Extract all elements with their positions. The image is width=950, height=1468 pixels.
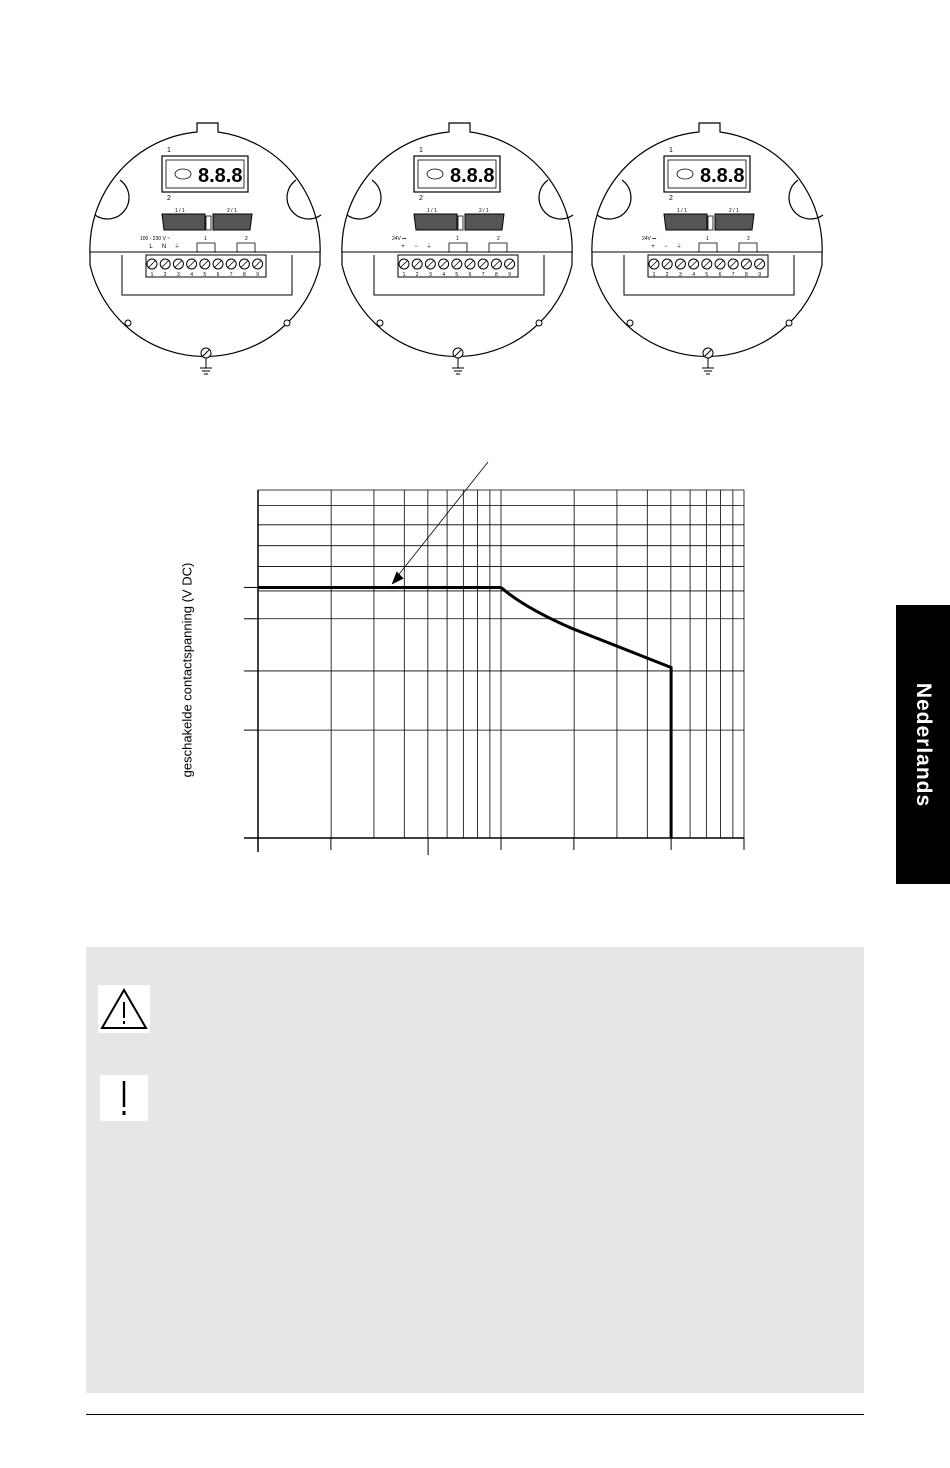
terminal-number: 5 — [455, 272, 459, 278]
button-1-label: 1 / 1 — [677, 208, 687, 214]
terminal-number: 2 — [665, 272, 669, 278]
language-tab-label: Nederlands — [912, 682, 935, 807]
mounting-hole-right — [284, 320, 290, 326]
display-top-number: 1 — [669, 147, 673, 154]
mounting-hole-left — [627, 320, 633, 326]
display-bottom-number: 2 — [669, 195, 673, 202]
warning-triangle-icon — [98, 985, 150, 1033]
terminal-number: 4 — [190, 272, 193, 278]
terminal-number: 7 — [229, 272, 233, 278]
button-2 — [465, 214, 504, 230]
chart-y-axis-label: geschakelde contactspanning (V DC) — [179, 562, 195, 778]
button-1 — [664, 214, 707, 230]
display-digits: 8.8.8 — [700, 165, 745, 187]
pin-label: ⏚ — [425, 244, 433, 250]
terminal-number: 5 — [705, 272, 709, 278]
series-curve — [501, 587, 671, 838]
housing-diagram-ac — [90, 123, 321, 374]
button-2 — [213, 214, 252, 230]
contact-rating-chart — [0, 440, 950, 880]
terminal-number: 6 — [718, 272, 722, 278]
pin-label: + — [651, 244, 655, 250]
terminal-number: 1 — [652, 272, 656, 278]
relay-1-label: 1 — [456, 236, 459, 242]
pin-label: L — [149, 244, 153, 250]
pin-label: + — [401, 244, 405, 250]
button-1 — [162, 214, 205, 230]
display-digits: 8.8.8 — [450, 165, 495, 187]
button-2-label: 2 / 1 — [729, 208, 739, 214]
terminal-number: 3 — [429, 272, 432, 278]
supply-label: 100 - 230 V ~ — [140, 236, 171, 242]
footer-rule — [86, 1414, 864, 1415]
pin-label: − — [414, 244, 418, 250]
leader-line — [396, 462, 488, 578]
display-bottom-number: 2 — [419, 195, 423, 202]
chart-axes — [244, 490, 744, 855]
button-separator — [206, 216, 211, 230]
chart-curve — [258, 462, 671, 838]
terminal-number: 4 — [442, 272, 445, 278]
leader-arrow-icon — [392, 571, 404, 584]
relay-2-label: 2 — [497, 236, 500, 242]
button-separator — [708, 216, 713, 230]
button-2-label: 2 / 1 — [479, 208, 489, 214]
terminal-number: 3 — [679, 272, 682, 278]
terminal-number: 3 — [177, 272, 180, 278]
terminal-number: 9 — [508, 272, 511, 278]
relay-1-label: 1 — [204, 236, 207, 242]
housing-diagram-dc-a — [342, 123, 573, 374]
button-2 — [715, 214, 754, 230]
mounting-hole-right — [786, 320, 792, 326]
pin-label: ⏚ — [675, 244, 683, 250]
button-2-label: 2 / 1 — [227, 208, 237, 214]
terminal-number: 8 — [495, 272, 498, 278]
relay-2-label: 2 — [747, 236, 750, 242]
exclamation-icon — [100, 1075, 148, 1121]
relay-1-label: 1 — [706, 236, 709, 242]
button-separator — [458, 216, 463, 230]
supply-label: 24V ⎓ — [392, 236, 407, 242]
wiring-diagrams-svg — [0, 0, 950, 400]
terminal-number: 7 — [481, 272, 485, 278]
pin-label: ⏚ — [173, 244, 181, 250]
display-digits: 8.8.8 — [198, 165, 243, 187]
display-top-number: 1 — [419, 147, 423, 154]
language-tab — [896, 605, 950, 884]
display-bottom-number: 2 — [167, 195, 171, 202]
terminal-number: 9 — [758, 272, 761, 278]
terminal-number: 9 — [256, 272, 259, 278]
button-1-label: 1 / 1 — [427, 208, 437, 214]
mounting-hole-left — [377, 320, 383, 326]
terminal-number: 8 — [243, 272, 246, 278]
supply-label: 24V ⎓ — [642, 236, 657, 242]
relay-2-label: 2 — [245, 236, 248, 242]
terminal-number: 2 — [415, 272, 419, 278]
button-1 — [414, 214, 457, 230]
terminal-number: 5 — [203, 272, 207, 278]
terminal-number: 6 — [468, 272, 472, 278]
notice-panel — [86, 947, 864, 1393]
button-1-label: 1 / 1 — [175, 208, 185, 214]
terminal-number: 1 — [402, 272, 406, 278]
pin-label: − — [664, 244, 668, 250]
terminal-number: 4 — [692, 272, 695, 278]
terminal-number: 1 — [150, 272, 154, 278]
mounting-hole-right — [536, 320, 542, 326]
terminal-number: 8 — [745, 272, 748, 278]
terminal-number: 6 — [216, 272, 220, 278]
display-top-number: 1 — [167, 147, 171, 154]
housing-diagram-dc-b — [592, 123, 823, 374]
terminal-number: 7 — [731, 272, 735, 278]
wiring-diagrams — [0, 0, 950, 400]
terminal-number: 2 — [163, 272, 167, 278]
mounting-hole-left — [125, 320, 131, 326]
pin-label: N — [161, 244, 167, 250]
